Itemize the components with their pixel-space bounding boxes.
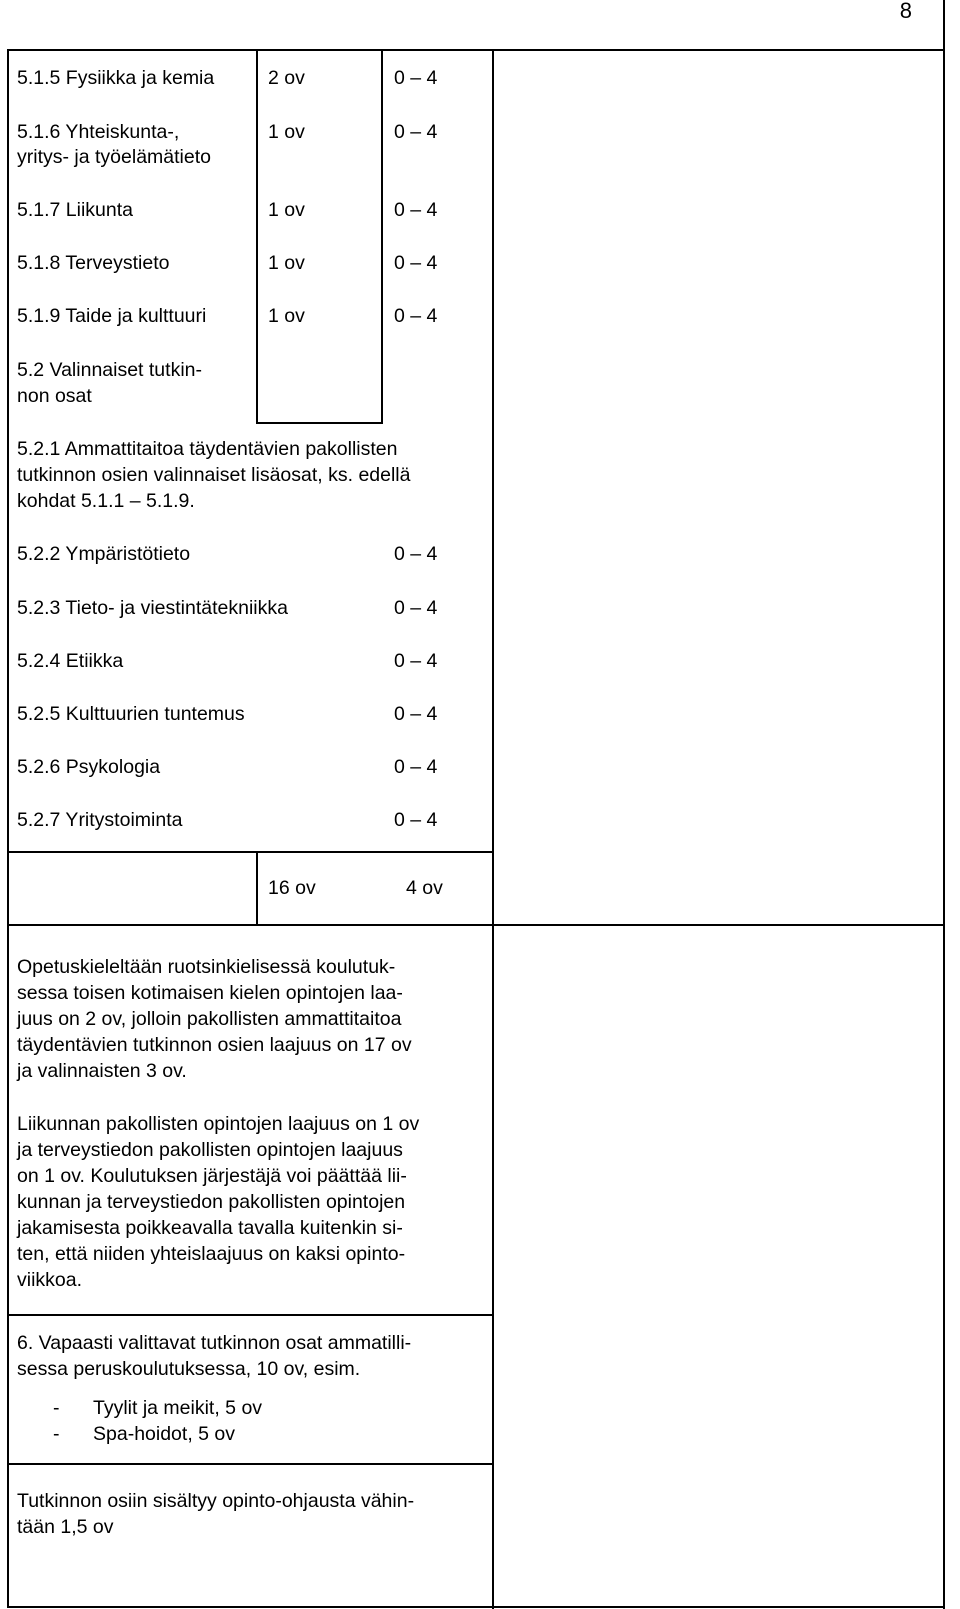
note-line: ja valinnaisten 3 ov.: [17, 1060, 187, 1082]
section-6: [17, 1330, 411, 1382]
elective-row-label: 5.2.7 Yritystoiminta: [17, 809, 183, 831]
section-5-2-1-line1: 5.2.1 Ammattitaitoa täydentävien pakollisten: [17, 438, 398, 460]
page-number: 8: [899, 0, 912, 23]
table-left-border: [7, 49, 9, 1608]
section-6-line: 6. Vapaasti valittavat tutkinnon osat ammatilli-: [17, 1332, 412, 1354]
note-paragraph-2: [17, 1111, 419, 1293]
row-5-1-6-ov: 1 ov: [268, 121, 305, 143]
totals-left-divider: [256, 851, 258, 925]
note-line: Opetuskieleltään ruotsinkielisessä koulutuk-: [17, 956, 396, 978]
note-line: sessa toisen kotimaisen kielen opintojen laa-: [17, 982, 403, 1004]
column-divider-main: [492, 49, 494, 1609]
rule-after-5-2: [256, 422, 383, 424]
row-5-1-7-label: 5.1.7 Liikunta: [17, 199, 134, 221]
row-5-1-8-label: 5.1.8 Terveystieto: [17, 252, 170, 274]
rule-before-section-6: [7, 1314, 494, 1316]
elective-row-range: 0 – 4: [394, 597, 438, 619]
note-line: jakamisesta poikkeavalla tavalla kuitenkin si-: [17, 1217, 403, 1239]
final-note-line: tään 1,5 ov: [17, 1516, 114, 1538]
totals-ov: 16 ov: [268, 877, 316, 899]
final-note-line: Tutkinnon osiin sisältyy opinto-ohjausta vähin-: [17, 1490, 415, 1512]
section-6-line: sessa peruskoulutuksessa, 10 ov, esim.: [17, 1358, 361, 1380]
section-5-2-line2: non osat: [17, 385, 92, 407]
section-5-2-1-line3: kohdat 5.1.1 – 5.1.9.: [17, 490, 195, 512]
note-line: Liikunnan pakollisten opintojen laajuus on 1 ov: [17, 1113, 420, 1135]
rule-before-final-note: [7, 1463, 494, 1465]
note-line: täydentävien tutkinnon osien laajuus on 17 ov: [17, 1034, 412, 1056]
row-5-1-6-range: 0 – 4: [394, 121, 438, 143]
elective-row-label: 5.2.3 Tieto- ja viestintätekniikka: [17, 597, 288, 619]
bullet-marker: -: [53, 1397, 60, 1419]
bullet-item: [53, 1395, 262, 1421]
row-5-1-9-ov: 1 ov: [268, 305, 305, 327]
row-5-1-8-ov: 1 ov: [268, 252, 305, 274]
elective-row-range: 0 – 4: [394, 650, 438, 672]
elective-row-range: 0 – 4: [394, 543, 438, 565]
table-right-border: [943, 0, 945, 1609]
section-5-2-line1: 5.2 Valinnaiset tutkin-: [17, 359, 202, 381]
note-line: on 1 ov. Koulutuksen järjestäjä voi päättää lii-: [17, 1165, 407, 1187]
elective-row-label: 5.2.5 Kulttuurien tuntemus: [17, 703, 245, 725]
row-5-1-7-range: 0 – 4: [394, 199, 438, 221]
column-divider-ov: [256, 49, 258, 423]
elective-row-range: 0 – 4: [394, 756, 438, 778]
note-line: ja terveystiedon pakollisten opintojen laajuus: [17, 1139, 403, 1161]
rule-before-totals: [7, 851, 494, 853]
table-bottom-border: [7, 1606, 945, 1608]
bullet-text: Tyylit ja meikit, 5 ov: [93, 1397, 263, 1419]
row-5-1-5-range: 0 – 4: [394, 67, 438, 89]
note-line: juus on 2 ov, jolloin pakollisten ammattitaitoa: [17, 1008, 402, 1030]
elective-row-range: 0 – 4: [394, 809, 438, 831]
totals-range: 4 ov: [406, 877, 443, 899]
section-6-bullets: [53, 1395, 262, 1447]
elective-row-label: 5.2.4 Etiikka: [17, 650, 124, 672]
table-top-border: [7, 49, 945, 51]
note-line: ten, että niiden yhteislaajuus on kaksi opinto-: [17, 1243, 406, 1265]
bullet-item: [53, 1421, 262, 1447]
row-5-1-6-label-line2: yritys- ja työelämätieto: [17, 146, 211, 168]
bullet-text: Spa-hoidot, 5 ov: [93, 1423, 236, 1445]
final-note: [17, 1488, 414, 1540]
note-paragraph-1: [17, 954, 412, 1084]
row-5-1-7-ov: 1 ov: [268, 199, 305, 221]
note-line: viikkoa.: [17, 1269, 83, 1291]
row-5-1-5-label: 5.1.5 Fysiikka ja kemia: [17, 67, 215, 89]
note-line: kunnan ja terveystiedon pakollisten opintojen: [17, 1191, 406, 1213]
bullet-marker: -: [53, 1423, 60, 1445]
column-divider-range: [381, 49, 383, 423]
rule-after-totals: [7, 924, 945, 926]
section-5-2-1-line2: tutkinnon osien valinnaiset lisäosat, ks. edellä: [17, 464, 411, 486]
row-5-1-6-label-line1: 5.1.6 Yhteiskunta-,: [17, 121, 180, 143]
row-5-1-9-label: 5.1.9 Taide ja kulttuuri: [17, 305, 207, 327]
elective-row-label: 5.2.6 Psykologia: [17, 756, 161, 778]
row-5-1-9-range: 0 – 4: [394, 305, 438, 327]
row-5-1-5-ov: 2 ov: [268, 67, 305, 89]
elective-row-label: 5.2.2 Ympäristötieto: [17, 543, 191, 565]
elective-row-range: 0 – 4: [394, 703, 438, 725]
row-5-1-8-range: 0 – 4: [394, 252, 438, 274]
